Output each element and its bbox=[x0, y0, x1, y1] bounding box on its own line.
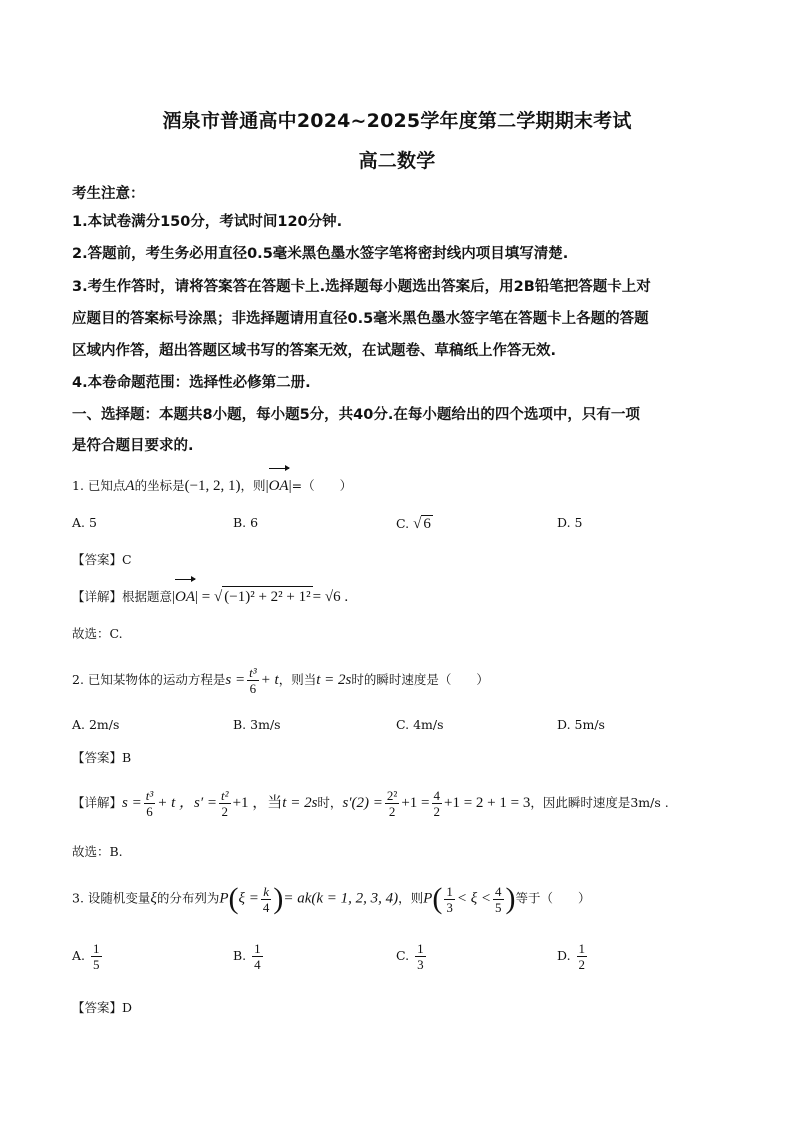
q1-option-a: A. 5 bbox=[72, 515, 97, 530]
notice-item: 区域内作答，超出答题区域书写的答案无效，在试题卷、草稿纸上作答无效. bbox=[72, 343, 557, 359]
notice-item: 3.考生作答时，请将答案答在答题卡上.选择题每小题选出答案后，用2B铅笔把答题卡上对 bbox=[72, 279, 651, 295]
q3-answer: 【答案】D bbox=[72, 1000, 133, 1015]
q3-option-b: B. $\frac{1}{4}$ bbox=[233, 941, 261, 972]
q2-detail: 【详解】s = $\frac{\text{t³}}{6}$ + t ，s′ = $\frac{\text{t²}}{2}$ +1 ，当t = 2s时，s′(2) = $\frac{\text{2²}}{2}$ +1 = $\frac{4}{2}$ +1 = 2 + 1 = 3，因此瞬时速度是3m/s . bbox=[72, 788, 669, 819]
exam-subtitle: 高二数学 bbox=[358, 150, 436, 172]
q3-option-a: A. $\frac{1}{5}$ bbox=[72, 941, 100, 972]
q3-option-d: D. $\frac{1}{2}$ bbox=[557, 941, 586, 972]
question-3: 3. 设随机变量ξ的分布列为P(ξ = $\frac{k}{4}$ )= ak(k = 1, 2, 3, 4)，则P( $\frac{1}{3}$ < ξ < $\frac{4}{5}$ )等于（ ） bbox=[72, 882, 591, 915]
q1-option-d: D. 5 bbox=[557, 515, 583, 530]
q2-choose: 故选：B. bbox=[72, 844, 123, 859]
q1-option-c: C. √ 6 bbox=[396, 516, 431, 532]
section-heading: 一、选择题：本题共8小题，每小题5分，共40分.在每小题给出的四个选项中，只有一项 bbox=[72, 407, 640, 423]
notice-item: 2.答题前，考生务必用直径0.5毫米黑色墨水签字笔将密封线内项目填写清楚. bbox=[72, 246, 569, 262]
q2-answer: 【答案】B bbox=[72, 750, 132, 765]
section-heading-cont: 是符合题目要求的. bbox=[72, 438, 194, 454]
exam-title: 酒泉市普通高中2024~2025学年度第二学期期末考试 bbox=[162, 110, 632, 132]
q1-option-b: B. 6 bbox=[233, 515, 259, 530]
q1-choose: 故选：C. bbox=[72, 626, 123, 641]
question-1: 1. 已知点A的坐标是(−1, 2, 1)，则| OA|=（ ） bbox=[72, 476, 352, 496]
q2-option-b: B. 3m/s bbox=[233, 717, 281, 732]
notice-item: 应题目的答案标号涂黑；非选择题请用直径0.5毫米黑色墨水签字笔在答题卡上各题的答题 bbox=[72, 311, 649, 327]
q1-detail: 【详解】根据题意| OA| = √ (−1)² + 2² + 1² = √6 . bbox=[72, 586, 348, 607]
q2-option-c: C. 4m/s bbox=[396, 717, 444, 732]
question-2: 2. 已知某物体的运动方程是s = $\frac{\text{t³}}{6}$ + t，则当t = 2s时的瞬时速度是（ ） bbox=[72, 665, 489, 696]
q2-option-d: D. 5m/s bbox=[557, 717, 605, 732]
notice-heading: 考生注意： bbox=[72, 186, 145, 202]
notice-item: 4.本卷命题范围：选择性必修第二册. bbox=[72, 375, 311, 391]
q2-option-a: A. 2m/s bbox=[72, 717, 120, 732]
q1-answer: 【答案】C bbox=[72, 552, 132, 567]
notice-item: 1.本试卷满分150分，考试时间120分钟. bbox=[72, 214, 343, 230]
q3-option-c: C. $\frac{1}{3}$ bbox=[396, 941, 424, 972]
